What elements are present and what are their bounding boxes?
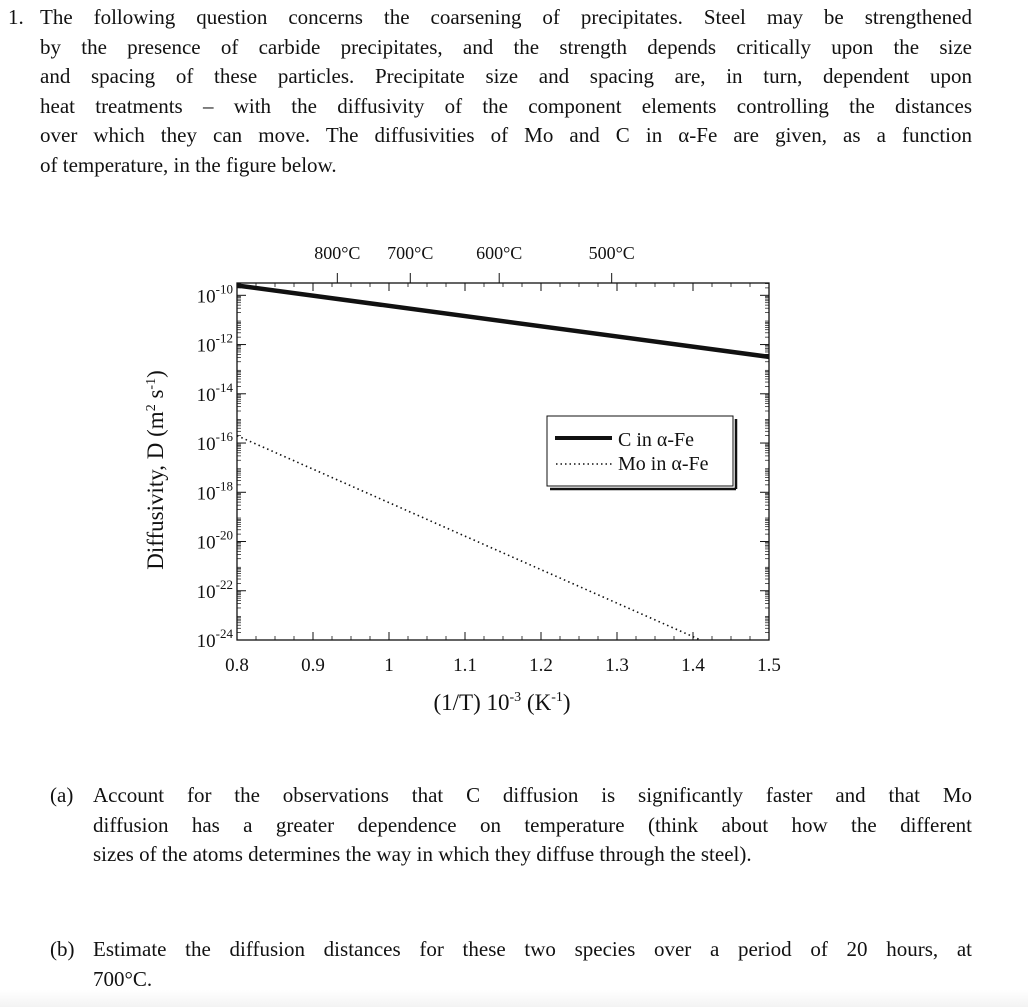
- y-tick-label: $10^{-22}$: [196, 576, 233, 603]
- legend: [547, 416, 736, 489]
- x-tick-label: 1.3: [605, 655, 629, 676]
- x-axis-title: (1/T) $10^{-3}$ $(K^{-1})$: [433, 690, 571, 715]
- top-tick-label: 500°C: [588, 243, 635, 263]
- x-tick-label: 1.1: [453, 655, 477, 676]
- question-line: and spacing of these particles. Precipitate size and spacing are, in turn, dependent upon: [40, 64, 972, 88]
- part-b-line: 700°C.: [93, 966, 153, 991]
- y-tick-label: $10^{-14}$: [196, 379, 233, 406]
- legend-label-c: C in α-Fe: [618, 429, 695, 451]
- question-line: The following question concerns the coarsening of precipitates. Steel may be strengthened: [40, 5, 972, 29]
- x-tick-label: 1: [384, 655, 394, 676]
- part-a-line: diffusion has a greater dependence on temperature (think about how the different: [93, 812, 972, 837]
- top-tick-label: 800°C: [314, 243, 361, 263]
- part-b-line: Estimate the diffusion distances for these two species over a period of 20 hours, at: [93, 937, 972, 961]
- part-a-text: [50, 781, 972, 870]
- legend-label-mo: Mo in α-Fe: [618, 453, 709, 475]
- question-line: heat treatments – with the diffusivity of the component elements controlling the distances: [40, 93, 972, 118]
- question-line: over which they can move. The diffusivities of Mo and C in α-Fe are given, as a function: [40, 123, 972, 147]
- y-tick-label: $10^{-20}$: [196, 527, 233, 554]
- top-tick-label: 600°C: [476, 243, 523, 263]
- x-tick-label: 1.4: [681, 655, 705, 676]
- part-b-text: [50, 935, 972, 994]
- part-a-line: Account for the observations that C diffusion is significantly faster and that Mo: [93, 783, 972, 807]
- y-tick-label: $10^{-18}$: [196, 478, 233, 505]
- part-b-tag: (b): [50, 937, 75, 961]
- question-line: by the presence of carbide precipitates, and the strength depends critically upon the size: [40, 34, 972, 59]
- y-tick-label: $10^{-16}$: [196, 429, 233, 456]
- top-tick-label: 700°C: [387, 243, 434, 263]
- page-bottom-shade: [0, 990, 1028, 1007]
- y-axis-title: Diffusivity, D ($m^2$ $s^{-1}$): [143, 370, 168, 570]
- x-tick-label: 0.8: [225, 655, 249, 676]
- y-tick-label: $10^{-12}$: [196, 330, 233, 357]
- y-tick-label: $10^{-10}$: [196, 281, 233, 308]
- x-tick-label: 0.9: [301, 655, 325, 676]
- x-tick-label: 1.2: [529, 655, 553, 676]
- y-tick-label: $10^{-24}$: [196, 626, 233, 652]
- x-tick-label: 1.5: [757, 655, 781, 676]
- series-c-in-fe: [237, 285, 769, 356]
- question-number: 1.: [8, 5, 24, 29]
- question-line: of temperature, in the figure below.: [40, 152, 337, 177]
- part-a-tag: (a): [50, 783, 74, 807]
- part-a-line: sizes of the atoms determines the way in which they diffuse through the steel).: [93, 842, 752, 866]
